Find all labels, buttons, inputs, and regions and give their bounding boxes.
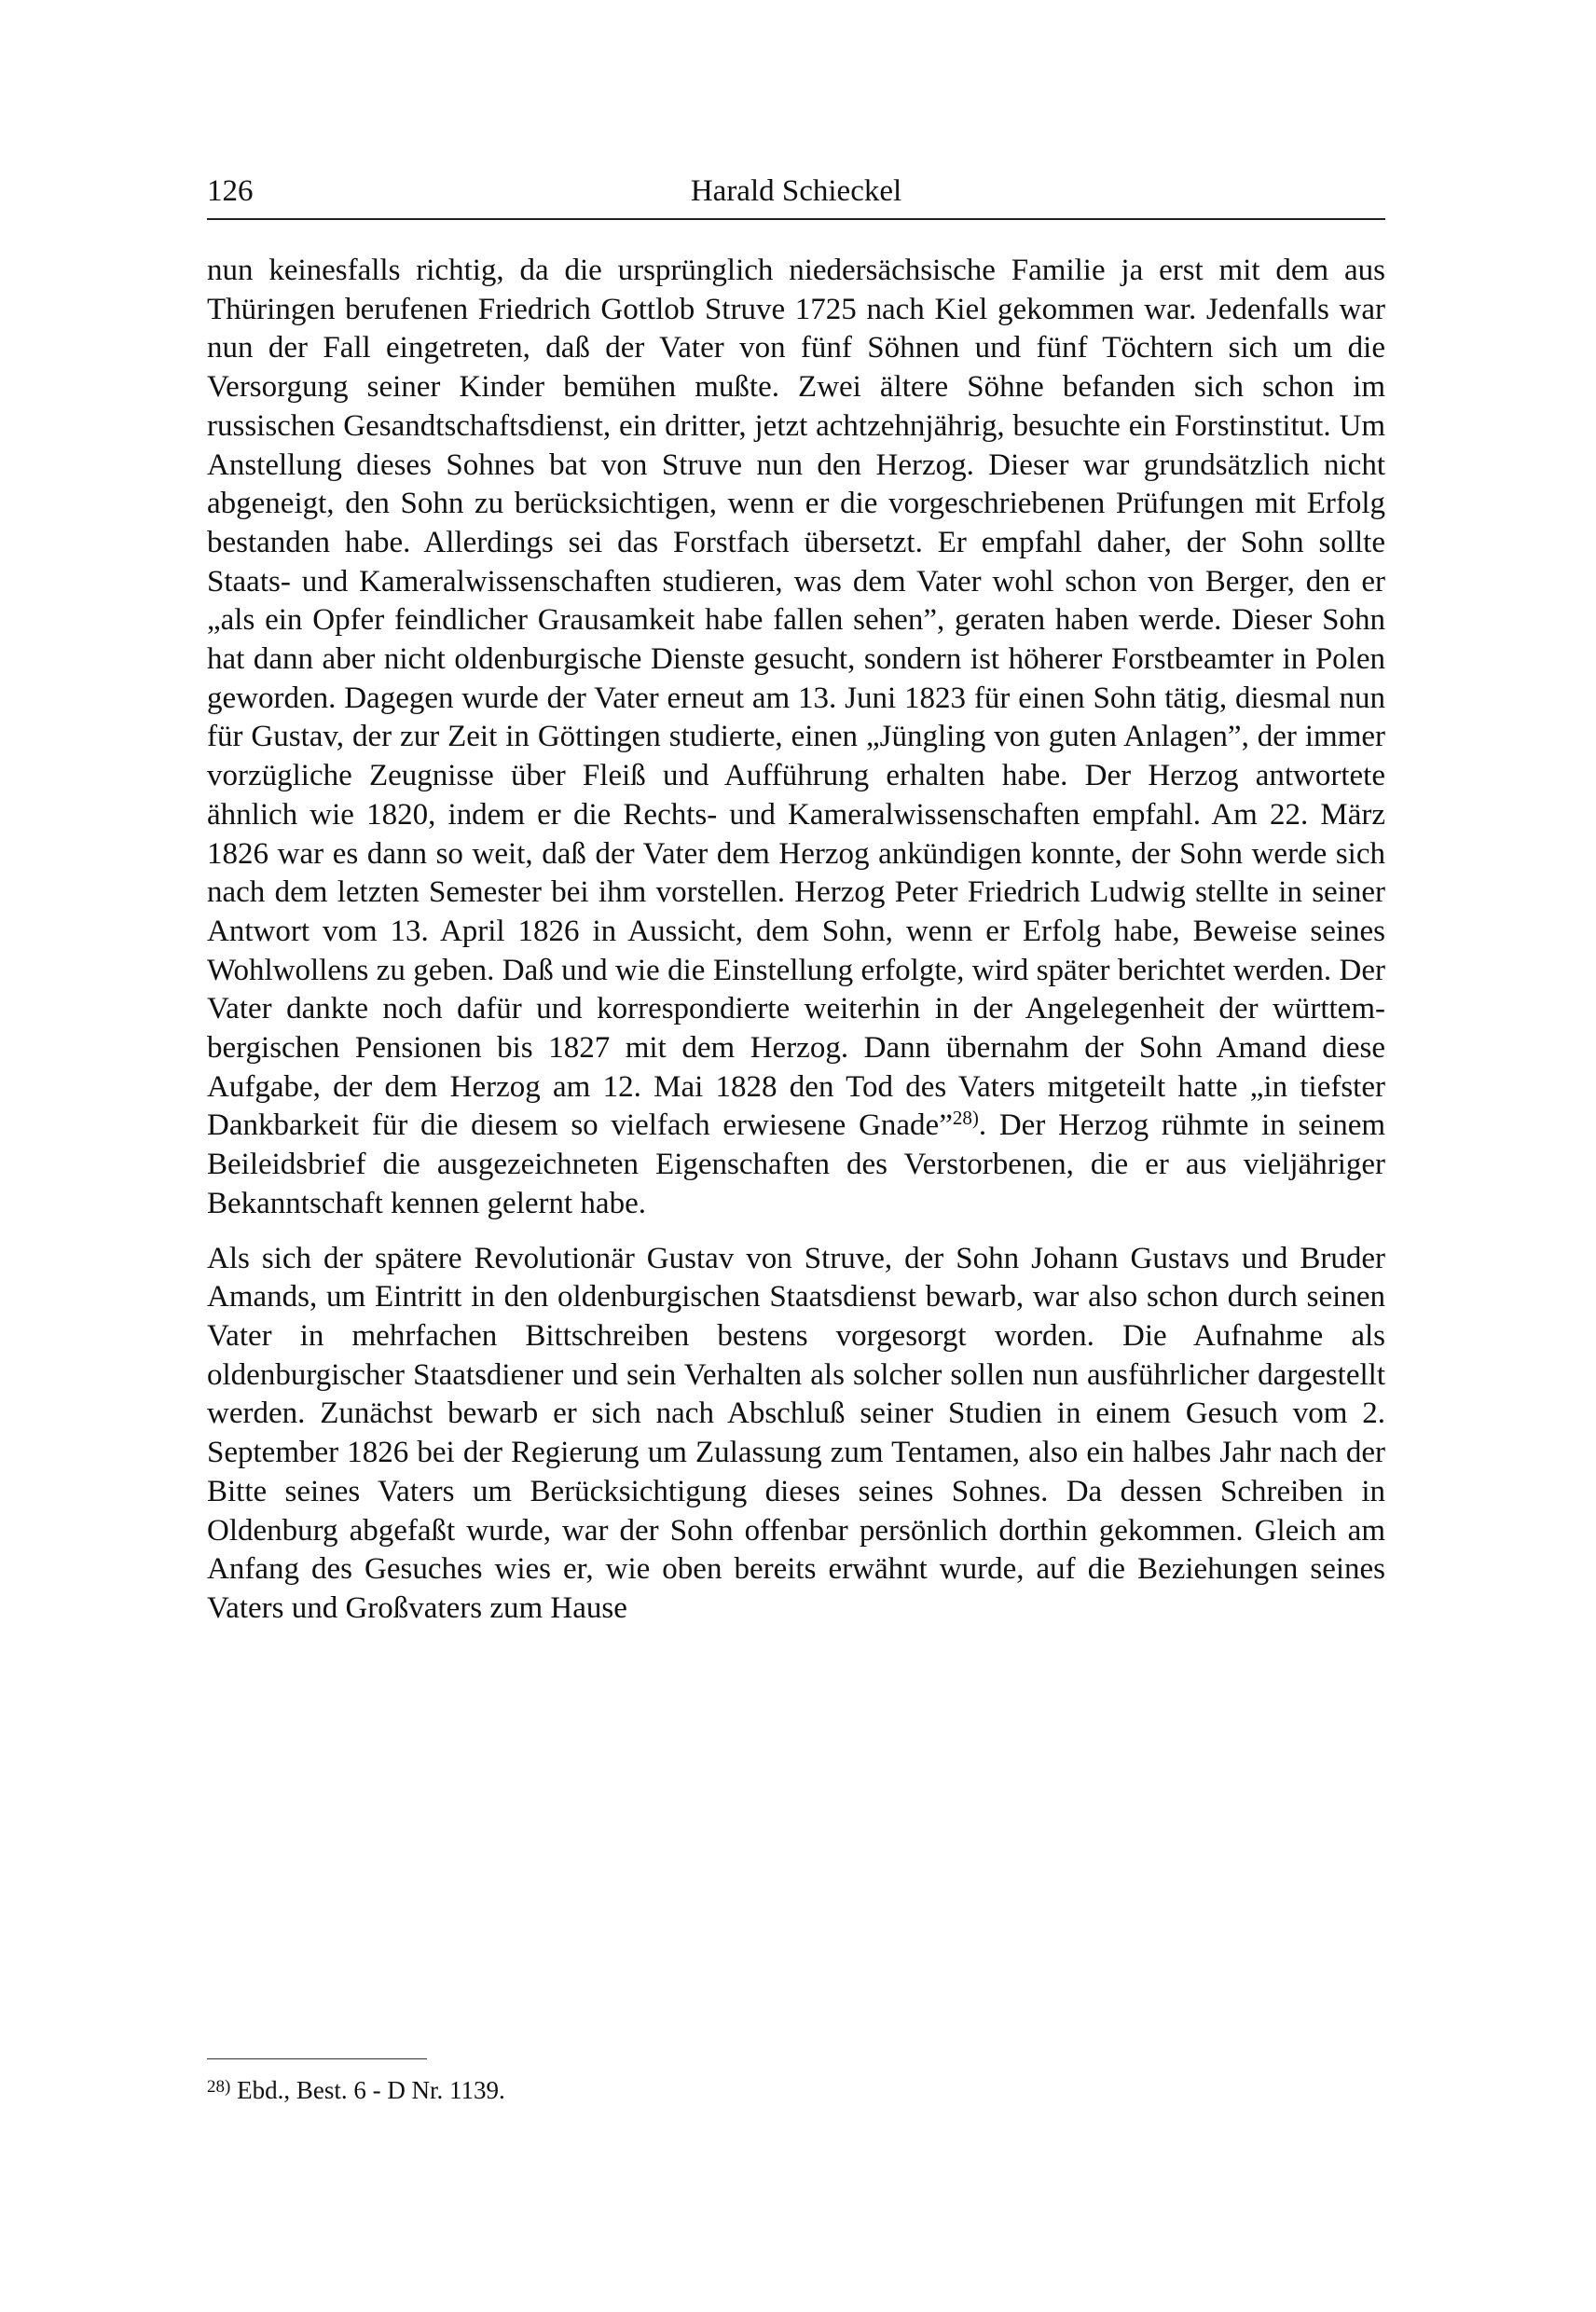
body-text (207, 252, 1385, 1629)
paragraph-2-text: Als sich der spätere Revolutionär Gustav von Struve, der Sohn Johann Gustavs und Bruder Amands, um Eintritt in den oldenburgischen Staatsdienst bewarb, war also schon durch seinen Vater in mehrfachen Bittschreiben bestens vorgesorgt worden. Die Aufnahme als oldenburgischer Staatsdiener und sein Verhalten als solcher sollen nun ausführlicher dargestellt werden. Zunächst bewarb er sich nach Abschluß seiner Studien in einem Gesuch vom 2. September 1826 bei der Regierung um Zulassung zum Tentamen, also ein halbes Jahr nach der Bitte seines Vaters um Berücksichtigung dieses seines Sohnes. Da dessen Schreiben in Oldenburg abgefaßt wurde, war der Sohn offenbar persönlich dorthin gekommen. Gleich am Anfang des Gesuches wies er, wie oben bereits erwähnt wurde, auf die Beziehungen seines Vaters und Großvaters zum Hause (207, 1241, 1385, 1625)
footnote-text: Ebd., Best. 6 - D Nr. 1139. (230, 2076, 505, 2104)
footnote-rule (207, 2058, 427, 2059)
paragraph-1-text-continued: . Der Herzog rühmte in seinem Beileidsbrief die ausgezeichneten Eigenschaften des Verstorbenen, die er aus vieljähriger Bekanntschaft kennen gelernt habe. (207, 1108, 1386, 1220)
page-number: 126 (207, 174, 254, 208)
paragraph-1-text: nun keinesfalls richtig, da die ursprünglich niedersächsische Familie ja erst mit dem aus Thüringen berufenen Friedrich Gottlob Struve 1725 nach Kiel gekommen war. Jedenfalls war nun der Fall eingetreten, daß der Vater von fünf Söhnen und fünf Töchtern sich um die Versorgung seiner Kinder bemühen mußte. Zwei ältere Söhne befanden sich schon im russischen Gesandtschaftsdienst, ein dritter, jetzt achtzehnjährig, besuchte ein Forstinstitut. Um Anstellung dieses Sohnes bat von Struve nun den Herzog. Dieser war grundsätzlich nicht abgeneigt, den Sohn zu berücksichtigen, wenn er die vorgeschriebenen Prüfungen mit Erfolg bestanden habe. Allerdings sei das Forstfach übersetzt. Er empfahl daher, der Sohn sollte Staats- und Kameralwissenschaften studieren, was dem Vater wohl schon von Berger, den er „als ein Opfer feindlicher Grausamkeit habe fallen sehen”, geraten haben werde. Dieser Sohn hat dann aber nicht oldenburgische Dienste gesucht, sondern ist höherer Forstbeamter in Polen geworden. Dagegen wurde der Vater erneut am 13. Juni 1823 für einen Sohn tätig, diesmal nun für Gustav, der zur Zeit in Göttingen studierte, einen „Jüngling von guten Anlagen”, der immer vorzügliche Zeugnisse über Fleiß und Aufführung erhalten habe. Der Herzog antwortete ähnlich wie 1820, indem er die Rechts- und Kameralwissenschaften empfahl. Am 22. März 1826 war es dann so weit, daß der Vater dem Herzog ankündigen konnte, der Sohn werde sich nach dem letzten Semester bei ihm vorstellen. Herzog Peter Friedrich Ludwig stellte in seiner Antwort vom 13. April 1826 in Aussicht, dem Sohn, wenn er Erfolg habe, Beweise seines Wohlwollens zu geben. Daß und wie die Einstellung erfolgte, wird später berichtet werden. Der Vater dankte noch dafür und korrespondierte weiterhin in der Angelegenheit der württembergischen Pensionen bis 1827 mit dem Herzog. Dann übernahm der Sohn Amand diese Aufgabe, der dem Herzog am 12. Mai 1828 den Tod des Vaters mitgeteilt hatte „in tiefster Dankbarkeit für die diesem so vielfach erwiesene Gnade” (207, 254, 1385, 1143)
footnote (207, 2073, 953, 2107)
footnote-mark: 28) (207, 2077, 231, 2097)
paragraph-2 (207, 1240, 1385, 1629)
running-head (207, 168, 1385, 214)
paragraph-1 (207, 252, 1385, 1224)
header-rule (207, 218, 1385, 220)
footnote-reference: 28) (952, 1107, 979, 1130)
running-head-author: Harald Schieckel (690, 174, 902, 208)
